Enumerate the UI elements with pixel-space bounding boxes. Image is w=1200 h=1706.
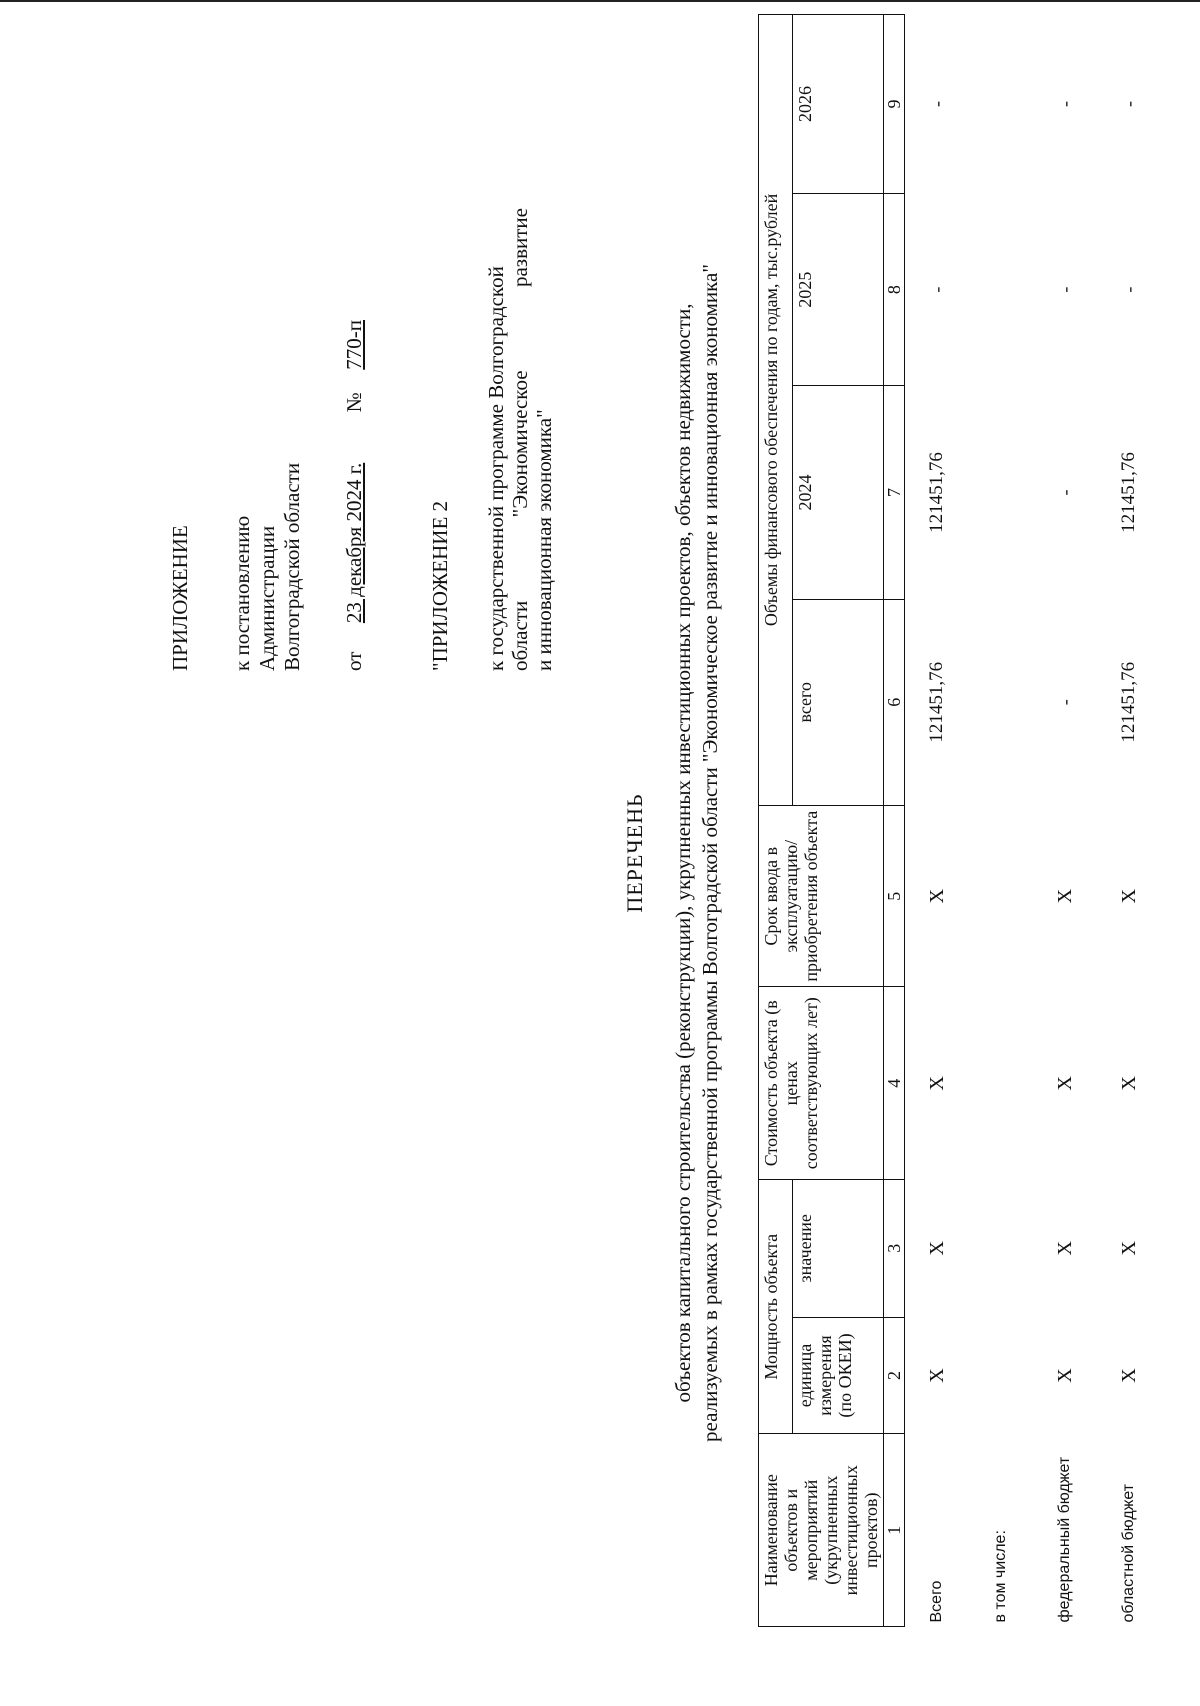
cell-cost: X — [926, 1076, 948, 1091]
header-value: значение — [793, 1180, 884, 1318]
column-number: 5 — [884, 805, 905, 987]
row-name: федеральный бюджет — [1056, 1456, 1073, 1623]
table-row-federal — [1033, 15, 1097, 1627]
column-number: 8 — [884, 193, 905, 386]
appendix-line-2: Администрации — [255, 525, 279, 671]
appendix2-line-2-mid: "Экономическое — [508, 370, 532, 518]
document-title: ПЕРЕЧЕНЬ — [622, 793, 647, 913]
column-number: 9 — [884, 15, 905, 194]
document-subtitle-line-2: реализуемых в рамках государственной программы Волгоградской области "Экономическое развитие и инновационная экономика" — [698, 264, 722, 1442]
column-number: 7 — [884, 386, 905, 599]
row-name: в том числе: — [992, 1530, 1009, 1623]
cell-unit: X — [1054, 1368, 1076, 1383]
cell-2026: - — [1119, 100, 1139, 107]
date-prefix: от — [342, 651, 366, 671]
header-2026: 2026 — [793, 15, 884, 194]
document-subtitle-line-1: объектов капитального строительства (реконструкции), укрупненных инвестиционных проектов, объектов недвижимости, — [671, 303, 695, 1403]
cell-value — [969, 1180, 1033, 1318]
cell-total: - — [1055, 699, 1075, 706]
cell-2026: - — [927, 100, 947, 107]
cell-cost — [969, 987, 1033, 1180]
header-finance: Объемы финансового обеспечения по годам, тыс.рублей — [759, 15, 793, 806]
appendix2-line-2-right: развитие — [508, 208, 532, 288]
date-value: 23 декабря 2024 г. — [342, 462, 366, 624]
cell-term: X — [926, 888, 948, 904]
cell-2025 — [969, 193, 1033, 386]
column-number: 1 — [884, 1434, 905, 1627]
header-2024: 2024 — [793, 386, 884, 599]
cell-cost: X — [1118, 1076, 1140, 1091]
cell-2024: - — [1055, 489, 1075, 496]
column-number: 3 — [884, 1180, 905, 1318]
cell-2025: - — [1119, 286, 1139, 293]
table-row-including — [969, 15, 1033, 1627]
appendix2-line-2 — [508, 208, 533, 671]
row-name: Всего — [928, 1580, 945, 1623]
cell-2025: - — [927, 286, 947, 293]
number-label: № — [342, 392, 366, 413]
objects-table — [758, 14, 1161, 1627]
table-row-total — [905, 15, 970, 1627]
table-header-row-1 — [759, 15, 793, 1627]
cell-total: 121451,76 — [1118, 661, 1139, 743]
header-2025: 2025 — [793, 193, 884, 386]
cell-term — [969, 805, 1033, 987]
number-value: 770-п — [342, 320, 366, 370]
appendix2-line-2-left: области — [508, 600, 532, 671]
appendix-date-line — [342, 320, 367, 671]
cell-unit — [969, 1317, 1033, 1434]
cell-unit: X — [926, 1368, 948, 1383]
header-cost: Стоимость объекта (в ценах соответствующих лет) — [759, 987, 884, 1180]
column-number: 2 — [884, 1317, 905, 1434]
cell-2026 — [969, 15, 1033, 194]
row-name: областной бюджет — [1120, 1483, 1137, 1623]
appendix2-line-1: к государственной программе Волгоградской — [484, 266, 508, 671]
header-unit: единица измерения (по ОКЕИ) — [793, 1317, 884, 1434]
appendix2-line-3: и инновационная экономика" — [532, 409, 556, 671]
appendix2-title: "ПРИЛОЖЕНИЕ 2 — [428, 500, 452, 671]
appendix-line-3: Волгоградской области — [280, 462, 304, 671]
cell-2024: 121451,76 — [926, 452, 947, 533]
column-number: 4 — [884, 987, 905, 1180]
cell-unit: X — [1118, 1368, 1140, 1383]
appendix-title: ПРИЛОЖЕНИЕ — [168, 525, 192, 671]
table-row-regional — [1097, 15, 1161, 1627]
cell-value: X — [1054, 1241, 1076, 1256]
cell-2026: - — [1055, 100, 1075, 107]
table-column-numbers — [884, 15, 905, 1627]
cell-value: X — [1118, 1241, 1140, 1256]
cell-2025: - — [1055, 286, 1075, 293]
cell-total: 121451,76 — [926, 661, 947, 743]
cell-cost: X — [1054, 1076, 1076, 1091]
cell-term: X — [1054, 888, 1076, 904]
cell-2024: 121451,76 — [1118, 452, 1139, 533]
cell-term: X — [1118, 888, 1140, 904]
header-term: Срок ввода в эксплуатацию/ приобретения объекта — [759, 805, 884, 987]
cell-value: X — [926, 1241, 948, 1256]
cell-total — [969, 599, 1033, 805]
header-capacity: Мощность объекта — [759, 1180, 793, 1434]
header-name: Наименование объектов и мероприятий (укрупненных инвестиционных проектов) — [759, 1434, 884, 1627]
appendix-line-1: к постановлению — [230, 515, 254, 671]
column-number: 6 — [884, 599, 905, 805]
header-total: всего — [793, 599, 884, 805]
cell-2024 — [969, 386, 1033, 599]
